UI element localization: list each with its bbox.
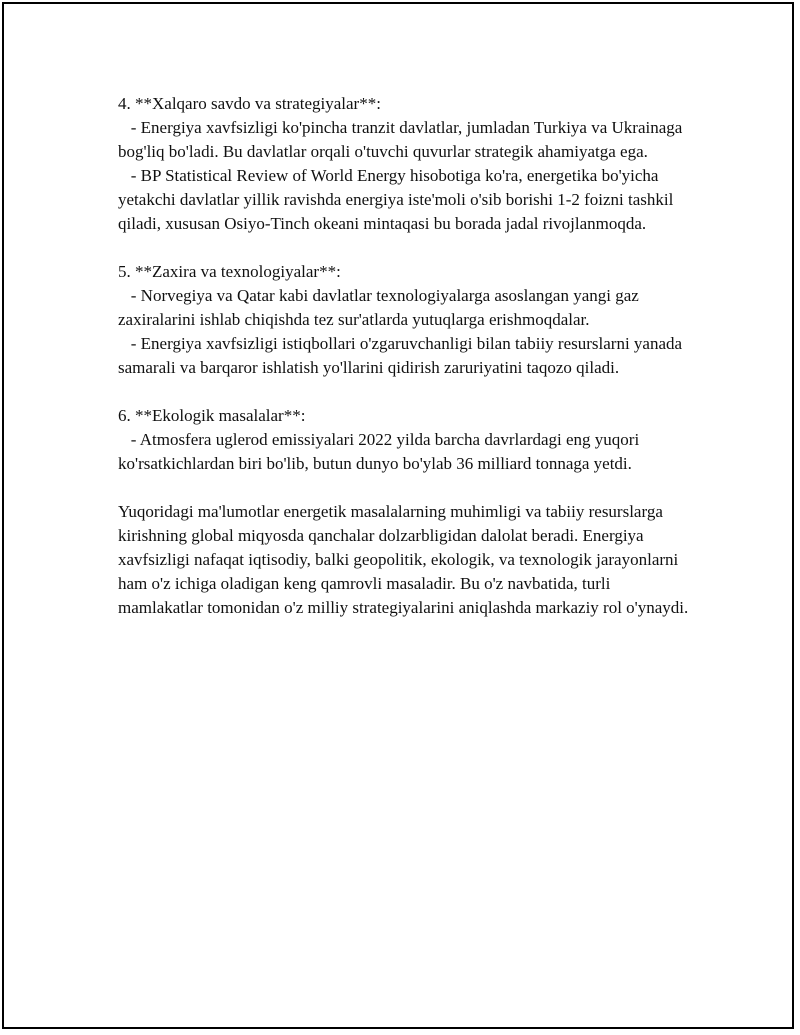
- bullet-item: - BP Statistical Review of World Energy hisobotiga ko'ra, energetika bo'yicha yetakchi davlatlar yillik ravishda energiya iste'moli o'sib borishi 1-2 foizni tashkil qiladi, xususan Osiyo-Tinch okeani mintaqasi bu borada jadal rivojlanmoqda.: [118, 166, 678, 233]
- conclusion-paragraph: Yuqoridagi ma'lumotlar energetik masalalarning muhimligi va tabiiy resurslarga kirishning global miqyosda qanchalar dolzarbligidan dalolat beradi. Energiya xavfsizligi nafaqat iqtisodiy, balki geopolitik, ekologik, va texnologik jarayonlarni ham o'z ichiga oladigan keng qamrovli masaladir. Bu o'z navbatida, turli mamlakatlar tomonidan o'z milliy strategiyalarini aniqlashda markaziy rol o'ynaydi.: [118, 502, 689, 617]
- section-heading: 5. **Zaxira va texnologiyalar**:: [118, 262, 341, 281]
- section-international-trade: [118, 92, 693, 236]
- conclusion-section: [118, 500, 693, 620]
- section-heading: 6. **Ekologik masalalar**:: [118, 406, 306, 425]
- document-body: [118, 92, 693, 620]
- bullet-item: - Atmosfera uglerod emissiyalari 2022 yilda barcha davrlardagi eng yuqori ko'rsatkichlardan biri bo'lib, butun dunyo bo'ylab 36 milliard tonnaga yetdi.: [118, 430, 644, 473]
- section-reserves-technologies: [118, 260, 693, 380]
- section-heading: 4. **Xalqaro savdo va strategiyalar**:: [118, 94, 381, 113]
- section-ecological-issues: [118, 404, 693, 476]
- bullet-item: - Energiya xavfsizligi istiqbollari o'zgaruvchanligi bilan tabiiy resurslarni yanada samarali va barqaror ishlatish yo'llarini qidirish zaruriyatini taqozo qiladi.: [118, 334, 687, 377]
- bullet-item: - Energiya xavfsizligi ko'pincha tranzit davlatlar, jumladan Turkiya va Ukrainaga bog'liq bo'ladi. Bu davlatlar orqali o'tuvchi quvurlar strategik ahamiyatga ega.: [118, 118, 687, 161]
- bullet-item: - Norvegiya va Qatar kabi davlatlar texnologiyalarga asoslangan yangi gaz zaxiralarini ishlab chiqishda tez sur'atlarda yutuqlarga erishmoqdalar.: [118, 286, 644, 329]
